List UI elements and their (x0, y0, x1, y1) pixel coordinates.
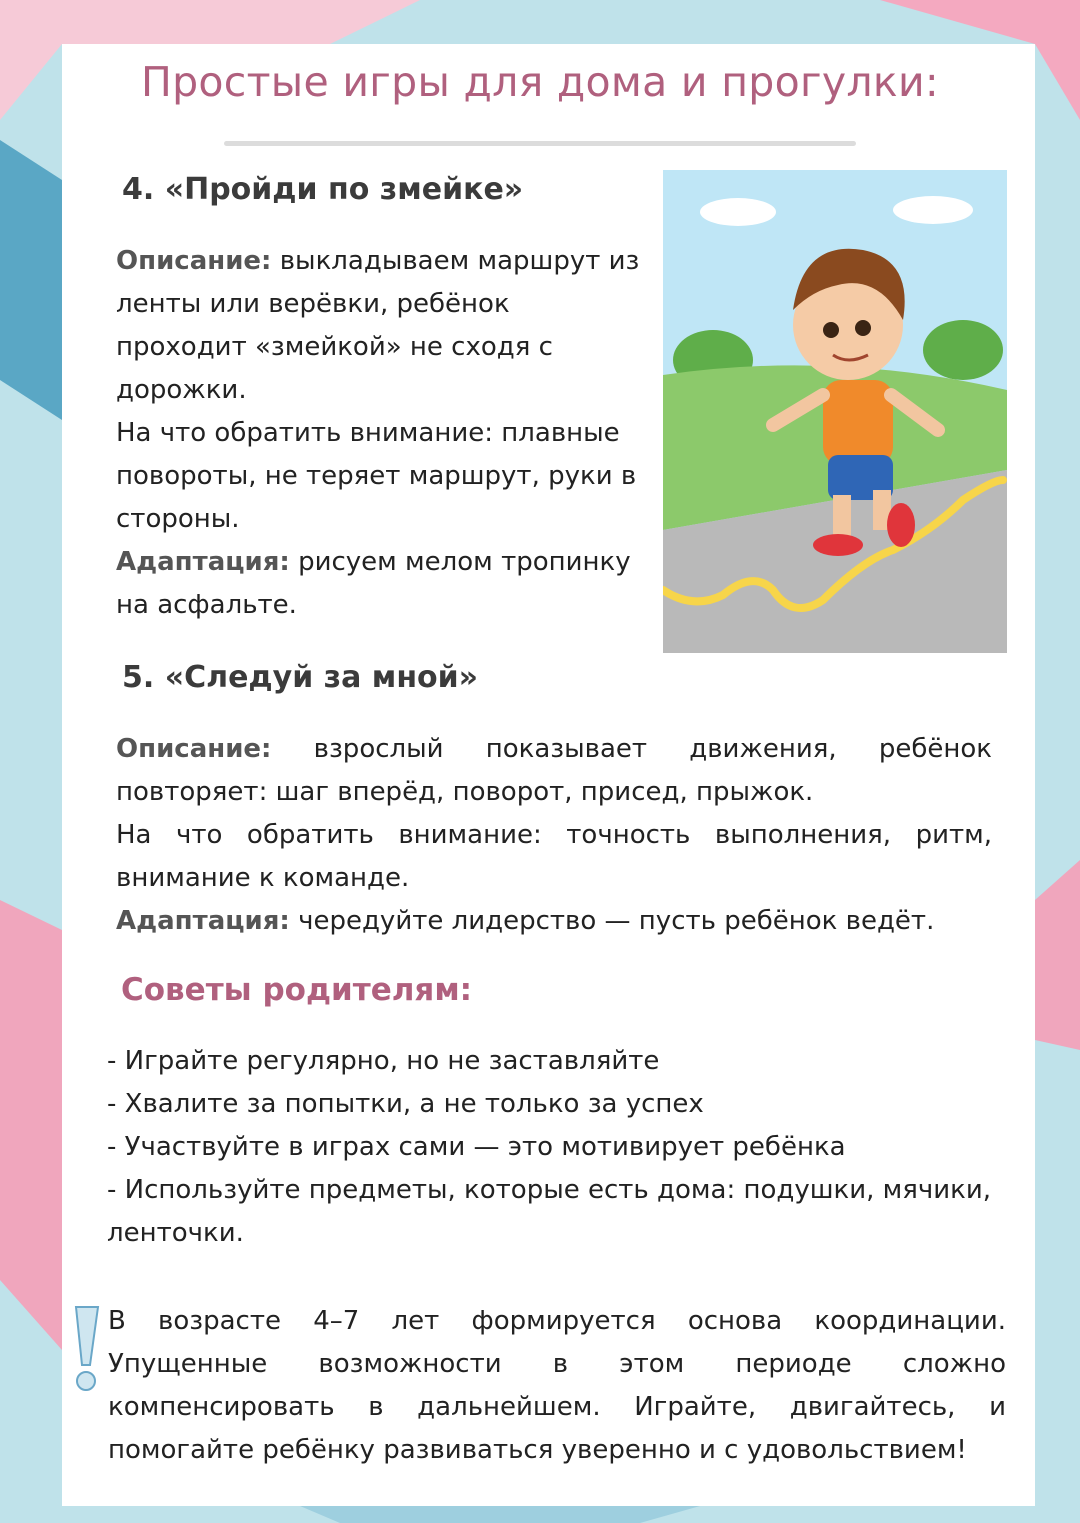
game-5-body (116, 728, 992, 943)
tips-title: Советы родителям: (121, 972, 473, 1008)
game-5-description: Описание: взрослый показывает движения, ребёнок повторяет: шаг вперёд, поворот, присед, прыжок. (116, 734, 992, 807)
game-4-adaptation: Адаптация: рисуем мелом тропинку на асфальте. (116, 547, 631, 620)
boy-walking-illustration (663, 170, 1007, 653)
game-4-description: Описание: выкладываем маршрут из ленты или верёвки, ребёнок проходит «змейкой» не сходя с дорожки. (116, 246, 640, 405)
tip-item: - Хвалите за попытки, а не только за успех (107, 1089, 704, 1119)
tip-item: - Играйте регулярно, но не заставляйте (107, 1046, 660, 1076)
tips-list (107, 1040, 1012, 1255)
note-text: В возрасте 4–7 лет формируется основа координации. Упущенные возможности в этом периоде сложно компенсировать в дальнейшем. Играйте, двигайтесь, и помогайте ребёнку развиваться уверенно и с удовольствием! (108, 1306, 1006, 1465)
tip-item: - Участвуйте в играх сами — это мотивирует ребёнка (107, 1132, 846, 1162)
title-divider (224, 141, 856, 146)
game-5-heading: 5. «Следуй за мной» (122, 660, 479, 695)
game-4-heading: 4. «Пройди по змейке» (122, 172, 524, 207)
page-title: Простые игры для дома и прогулки: (140, 58, 940, 106)
exclamation-icon (68, 1305, 104, 1395)
game-4-body (116, 240, 646, 627)
game-4-attention: На что обратить внимание: плавные повороты, не теряет маршрут, руки в стороны. (116, 418, 637, 534)
game-5-adaptation: Адаптация: чередуйте лидерство — пусть ребёнок ведёт. (116, 906, 935, 936)
game-5-attention: На что обратить внимание: точность выполнения, ритм, внимание к команде. (116, 820, 992, 893)
tip-item: - Используйте предметы, которые есть дома: подушки, мячики, ленточки. (107, 1175, 992, 1248)
